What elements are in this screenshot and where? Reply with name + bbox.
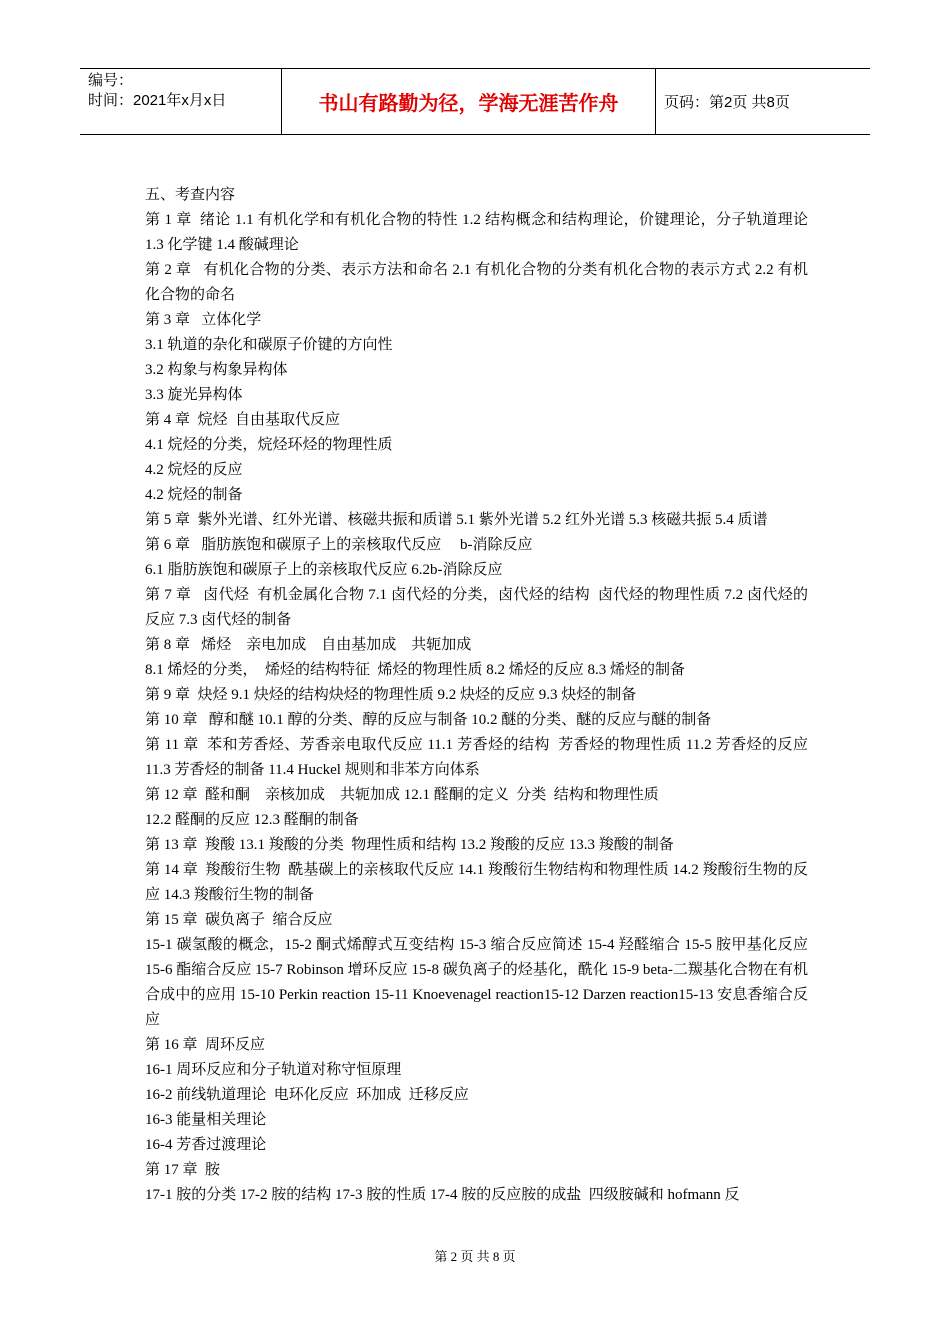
body-paragraph: 第 4 章 烷烃 自由基取代反应 bbox=[145, 412, 341, 428]
body-paragraph: 12.2 醛酮的反应 12.3 醛酮的制备 bbox=[145, 812, 359, 828]
page-header bbox=[80, 68, 870, 135]
header-page-code: 页码：第2页 共8页 bbox=[664, 94, 790, 111]
body-paragraph: 15-1 碳氢酸的概念，15-2 酮式烯醇式互变结构 15-3 缩合反应简述 15-4 羟醛缩合 15-5 胺甲基化反应 15-6 酯缩合反应 15-7 Robinson 增环反应 15-8 碳负离子的烃基化，酰化 15-9 beta-二羰基化合物在有机合成中的应用 15-10 Perkin reaction 15-11 Knoevenagel reaction15-12 Darzen reaction15-13 安息香缩合反应 bbox=[145, 937, 812, 1028]
document-body bbox=[145, 183, 812, 1208]
body-paragraph: 第 15 章 碳负离子 缩合反应 bbox=[145, 912, 333, 928]
body-paragraph: 第 14 章 羧酸衍生物 酰基碳上的亲核取代反应 14.1 羧酸衍生物结构和物理性质 14.2 羧酸衍生物的反应 14.3 羧酸衍生物的制备 bbox=[145, 862, 808, 903]
body-paragraph: 第 9 章 炔烃 9.1 炔烃的结构炔烃的物理性质 9.2 炔烃的反应 9.3 炔烃的制备 bbox=[145, 687, 637, 703]
body-paragraph: 第 8 章 烯烃 亲电加成 自由基加成 共轭加成 bbox=[145, 637, 472, 653]
header-info-cell bbox=[80, 69, 282, 134]
body-paragraph: 第 5 章 紫外光谱、红外光谱、核磁共振和质谱 5.1 紫外光谱 5.2 红外光谱 5.3 核磁共振 5.4 质谱 bbox=[145, 512, 768, 528]
body-paragraph: 16-1 周环反应和分子轨道对称守恒原理 bbox=[145, 1062, 402, 1078]
body-paragraph: 3.2 构象与构象异构体 bbox=[145, 362, 288, 378]
body-paragraph: 6.1 脂肪族饱和碳原子上的亲核取代反应 6.2b-消除反应 bbox=[145, 562, 503, 578]
body-paragraph: 第 2 章 有机化合物的分类、表示方法和命名 2.1 有机化合物的分类有机化合物的表示方式 2.2 有机化合物的命名 bbox=[145, 262, 808, 303]
body-paragraph: 第 6 章 脂肪族饱和碳原子上的亲核取代反应 b-消除反应 bbox=[145, 537, 533, 553]
body-paragraph: 3.3 旋光异构体 bbox=[145, 387, 243, 403]
document-date-label: 时间：2021年x月x日 bbox=[88, 92, 227, 109]
header-motto: 书山有路勤为径，学海无涯苦作舟 bbox=[282, 69, 656, 134]
body-paragraph: 第 7 章 卤代烃 有机金属化合物 7.1 卤代烃的分类，卤代烃的结构 卤代烃的物理性质 7.2 卤代烃的反应 7.3 卤代烃的制备 bbox=[145, 587, 808, 628]
body-paragraph: 16-4 芳香过渡理论 bbox=[145, 1137, 267, 1153]
document-number-label: 编号： bbox=[88, 72, 134, 89]
body-paragraph: 3.1 轨道的杂化和碳原子价键的方向性 bbox=[145, 337, 393, 353]
body-paragraph: 第 13 章 羧酸 13.1 羧酸的分类 物理性质和结构 13.2 羧酸的反应 13.3 羧酸的制备 bbox=[145, 837, 674, 853]
body-paragraph: 第 3 章 立体化学 bbox=[145, 312, 262, 328]
body-paragraph: 五、考查内容 bbox=[145, 187, 236, 203]
body-paragraph: 第 12 章 醛和酮 亲核加成 共轭加成 12.1 醛酮的定义 分类 结构和物理性质 bbox=[145, 787, 659, 803]
body-paragraph: 4.1 烷烃的分类，烷烃环烃的物理性质 bbox=[145, 437, 393, 453]
body-paragraph: 16-2 前线轨道理论 电环化反应 环加成 迁移反应 bbox=[145, 1087, 469, 1103]
body-paragraph: 第 11 章 苯和芳香烃、芳香亲电取代反应 11.1 芳香烃的结构 芳香烃的物理性质 11.2 芳香烃的反应 11.3 芳香烃的制备 11.4 Huckel 规则和非苯方向体系 bbox=[145, 737, 812, 778]
page-footer: 第 2 页 共 8 页 bbox=[434, 1249, 516, 1264]
body-paragraph: 16-3 能量相关理论 bbox=[145, 1112, 267, 1128]
body-paragraph: 第 1 章 绪论 1.1 有机化学和有机化合物的特性 1.2 结构概念和结构理论，价键理论，分子轨道理论 1.3 化学键 1.4 酸碱理论 bbox=[145, 212, 812, 253]
body-paragraph: 4.2 烷烃的反应 bbox=[145, 462, 243, 478]
body-paragraph: 第 10 章 醇和醚 10.1 醇的分类、醇的反应与制备 10.2 醚的分类、醚的反应与醚的制备 bbox=[145, 712, 712, 728]
body-paragraph: 4.2 烷烃的制备 bbox=[145, 487, 243, 503]
body-paragraph: 8.1 烯烃的分类， 烯烃的结构特征 烯烃的物理性质 8.2 烯烃的反应 8.3 烯烃的制备 bbox=[145, 662, 686, 678]
body-paragraph: 第 17 章 胺 bbox=[145, 1162, 221, 1178]
body-paragraph: 第 16 章 周环反应 bbox=[145, 1037, 266, 1053]
body-paragraph: 17-1 胺的分类 17-2 胺的结构 17-3 胺的性质 17-4 胺的反应胺的成盐 四级胺碱和 hofmann 反 bbox=[145, 1187, 740, 1203]
